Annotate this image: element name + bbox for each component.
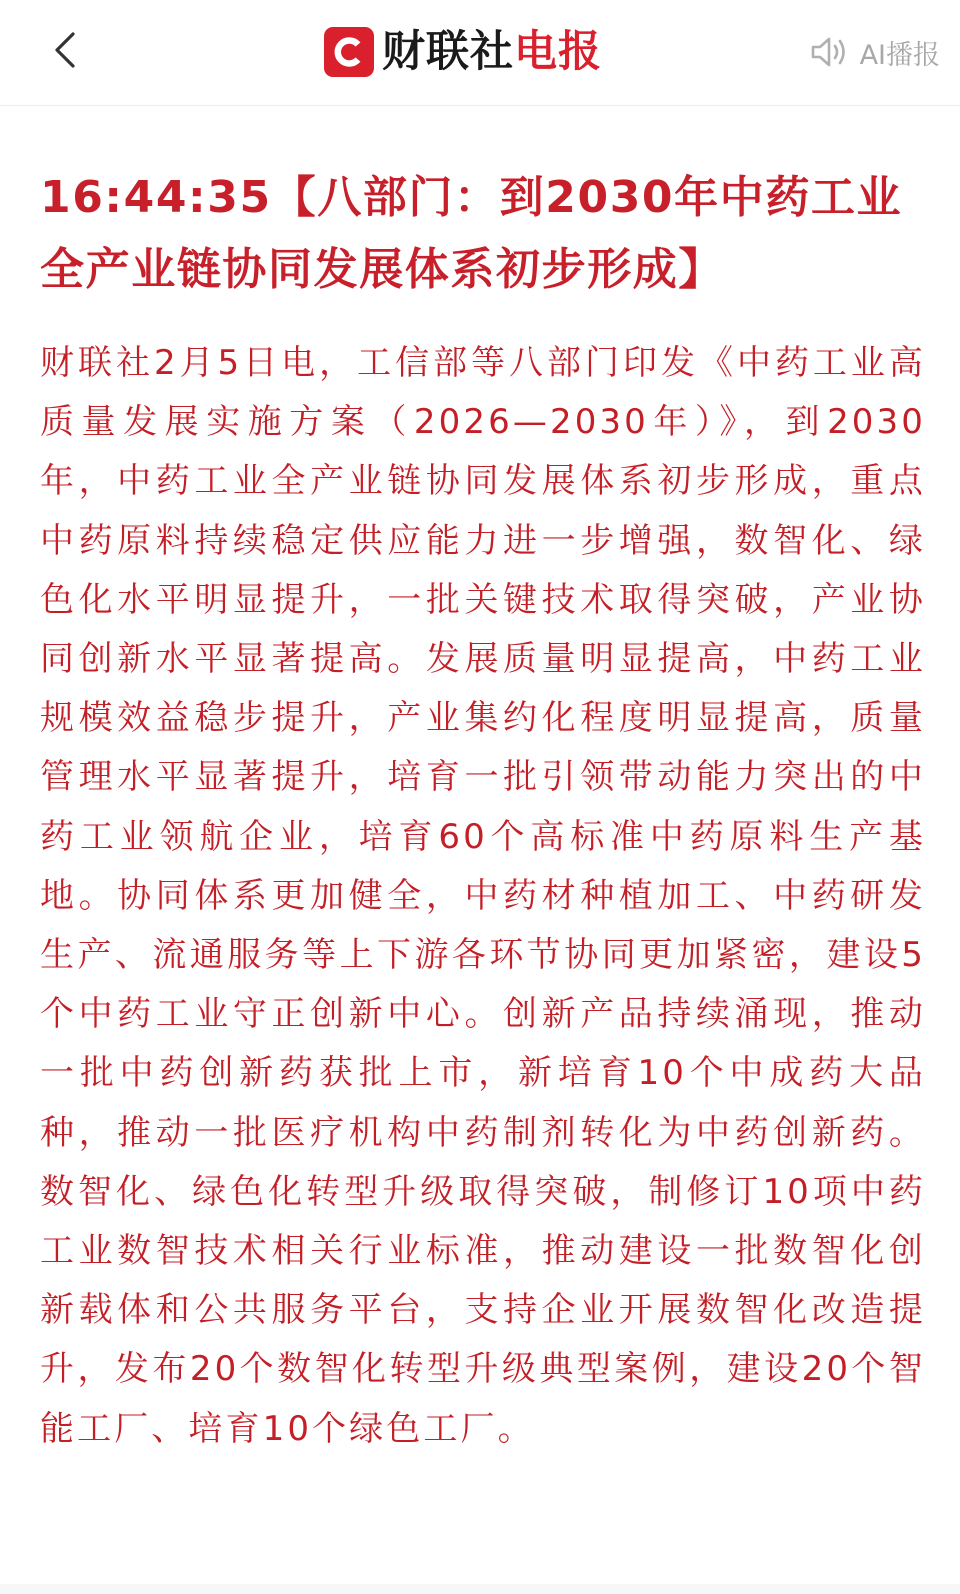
bottom-divider <box>0 1584 960 1594</box>
brand-name <box>382 22 602 82</box>
article-body: 财联社2月5日电，工信部等八部门印发《中药工业高质量发展实施方案（2026—2030年）》，到2030年，中药工业全产业链协同发展体系初步形成，重点中药原料持续稳定供应能力进一步增强，数智化、绿色化水平明显提升，一批关键技术取得突破，产业协同创新水平显著提高。发展质量明显提高，中药工业规模效益稳步提升，产业集约化程度明显提高，质量管理水平显著提升，培育一批引领带动能力突出的中药工业领航企业，培育60个高标准中药原料生产基地。协同体系更加健全，中药材种植加工、中药研发生产、流通服务等上下游各环节协同更加紧密，建设5个中药工业守正创新中心。创新产品持续涌现，推动一批中药创新药获批上市，新培育10个中成药大品种，推动一批医疗机构中药制剂转化为中药创新药。数智化、绿色化转型升级取得突破，制修订10项中药工业数智技术相关行业标准，推动建设一批数智化创新载体和公共服务平台，支持企业开展数智化改造提升，发布20个数智化转型升级典型案例，建设20个智能工厂、培育10个绿色工厂。 <box>40 343 926 1449</box>
brand-name-dark: 财联社 <box>382 27 514 77</box>
ai-play-label: AI播报 <box>859 39 940 71</box>
brand-name-red: 电报 <box>514 27 602 77</box>
logo-c-glyph <box>332 35 366 69</box>
back-button[interactable] <box>40 25 90 75</box>
speaker-icon <box>810 35 850 69</box>
brand-logo <box>324 22 602 82</box>
logo-c-icon <box>324 27 374 77</box>
ai-play-button[interactable] <box>810 30 940 74</box>
chevron-left-icon <box>54 32 76 68</box>
article-headline: 16:44:35【八部门：到2030年中药工业全产业链协同发展体系初步形成】 <box>40 172 903 295</box>
top-navigation-bar <box>0 0 960 106</box>
